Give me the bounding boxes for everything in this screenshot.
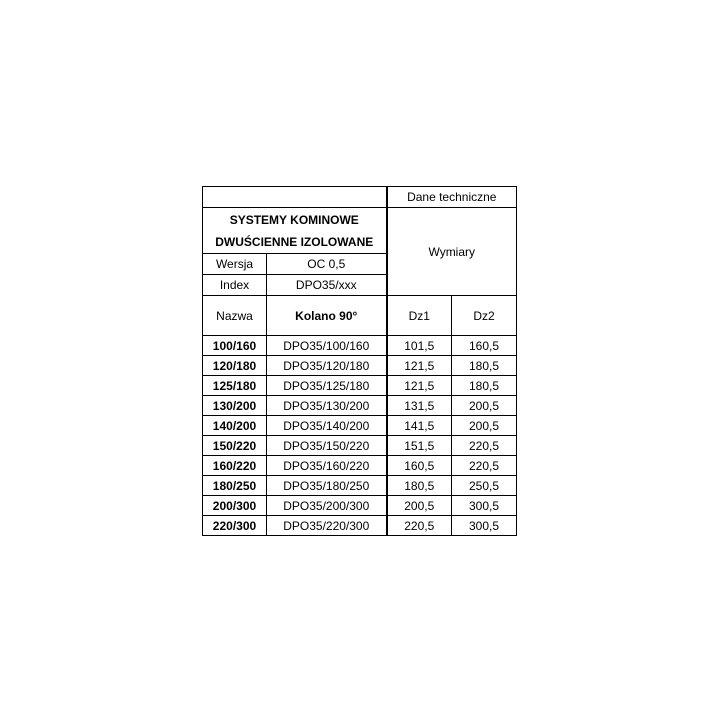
row-code: DPO35/100/160 (267, 336, 387, 356)
empty-header-cell (203, 187, 387, 208)
row-dz1: 200,5 (387, 496, 452, 516)
row-code: DPO35/140/200 (267, 416, 387, 436)
col-header-dz2: Dz2 (452, 296, 517, 336)
row-code: DPO35/120/180 (267, 356, 387, 376)
table-row (203, 396, 517, 416)
header-row-top (203, 187, 517, 208)
row-dz2: 160,5 (452, 336, 517, 356)
row-dz2: 220,5 (452, 456, 517, 476)
row-code: DPO35/160/220 (267, 456, 387, 476)
col-header-dz1: Dz1 (387, 296, 452, 336)
row-dz1: 160,5 (387, 456, 452, 476)
row-dz2: 200,5 (452, 416, 517, 436)
data-body (203, 336, 517, 536)
row-name: 125/180 (203, 376, 267, 396)
system-title-line2: DWUŚCIENNE IZOLOWANE (215, 234, 374, 249)
row-dz1: 101,5 (387, 336, 452, 356)
row-dz2: 180,5 (452, 356, 517, 376)
row-dz2: 220,5 (452, 436, 517, 456)
row-dz1: 141,5 (387, 416, 452, 436)
row-dz1: 180,5 (387, 476, 452, 496)
row-dz1: 121,5 (387, 356, 452, 376)
table-row (203, 436, 517, 456)
tech-data-header: Dane techniczne (387, 187, 517, 208)
row-code: DPO35/130/200 (267, 396, 387, 416)
system-title-line1: SYSTEMY KOMINOWE (229, 212, 359, 227)
table-row (203, 376, 517, 396)
system-title (203, 208, 387, 254)
row-name: 130/200 (203, 396, 267, 416)
row-name: 120/180 (203, 356, 267, 376)
row-name: 160/220 (203, 456, 267, 476)
title-row (203, 208, 517, 254)
row-code: DPO35/150/220 (267, 436, 387, 456)
row-dz2: 180,5 (452, 376, 517, 396)
row-dz1: 121,5 (387, 376, 452, 396)
row-dz2: 250,5 (452, 476, 517, 496)
row-code: DPO35/125/180 (267, 376, 387, 396)
table-row (203, 356, 517, 376)
index-label: Index (203, 275, 267, 296)
row-code: DPO35/220/300 (267, 516, 387, 536)
row-dz1: 151,5 (387, 436, 452, 456)
table-row (203, 476, 517, 496)
table-row (203, 456, 517, 476)
row-dz2: 200,5 (452, 396, 517, 416)
row-name: 150/220 (203, 436, 267, 456)
row-dz1: 131,5 (387, 396, 452, 416)
row-code: DPO35/200/300 (267, 496, 387, 516)
column-header-row (203, 296, 517, 336)
table-row (203, 416, 517, 436)
version-label: Wersja (203, 254, 267, 275)
row-name: 140/200 (203, 416, 267, 436)
col-header-product: Kolano 90° (267, 296, 387, 336)
row-code: DPO35/180/250 (267, 476, 387, 496)
row-dz2: 300,5 (452, 496, 517, 516)
table-row (203, 516, 517, 536)
table-row (203, 496, 517, 516)
spec-table (202, 186, 517, 536)
dimensions-header: Wymiary (387, 208, 517, 296)
row-name: 220/300 (203, 516, 267, 536)
row-dz2: 300,5 (452, 516, 517, 536)
row-name: 200/300 (203, 496, 267, 516)
row-name: 100/160 (203, 336, 267, 356)
col-header-name: Nazwa (203, 296, 267, 336)
row-dz1: 220,5 (387, 516, 452, 536)
index-value: DPO35/xxx (267, 275, 387, 296)
table-row (203, 336, 517, 356)
row-name: 180/250 (203, 476, 267, 496)
version-value: OC 0,5 (267, 254, 387, 275)
